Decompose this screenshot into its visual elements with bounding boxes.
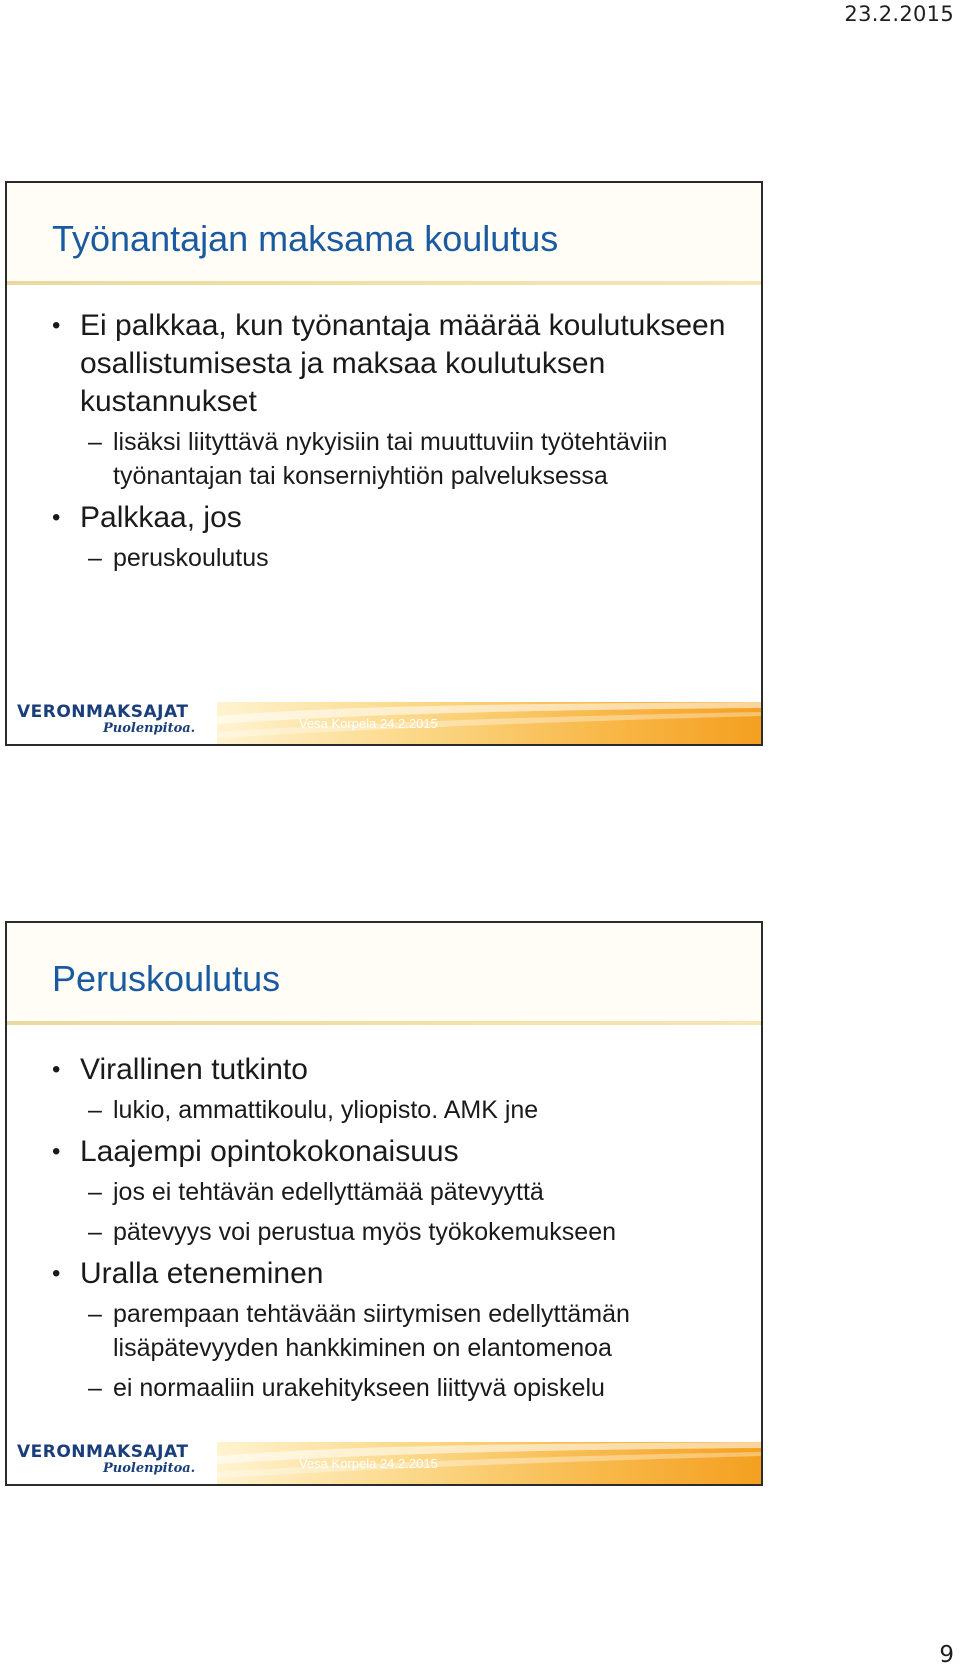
logo-tagline: Puolenpitoa. — [103, 1461, 196, 1476]
logo-tagline: Puolenpitoa. — [103, 721, 196, 736]
page-number: 9 — [939, 1642, 954, 1668]
slide-header — [7, 923, 761, 1022]
sub-bullet-text: ei normaaliin urakehitykseen liittyvä opiskelu — [113, 1374, 605, 1402]
bullet-list — [52, 1051, 731, 1411]
bullet-item — [52, 1255, 731, 1293]
sub-bullet-item — [52, 1215, 731, 1249]
bullet-text: Virallinen tutkinto — [80, 1053, 308, 1086]
sub-bullet-item — [52, 1371, 731, 1405]
bullet-icon: • — [52, 312, 61, 339]
slide-footer — [7, 1440, 761, 1484]
bullet-icon: • — [52, 504, 61, 531]
logo-wordmark: VERONMAKSAJAT — [17, 1442, 189, 1462]
sub-bullet-text: lukio, ammattikoulu, yliopisto. AMK jne — [113, 1096, 539, 1124]
bullet-list — [52, 307, 731, 581]
sub-bullet-text: lisäksi liityttävä nykyisiin tai muuttuviin työtehtäviin työnantajan tai konserniyhtiön palveluksessa — [113, 428, 668, 490]
dash-icon: – — [88, 1178, 102, 1206]
dash-icon: – — [88, 428, 102, 456]
sub-bullet-item — [52, 1093, 731, 1127]
bullet-text: Laajempi opintokokonaisuus — [80, 1135, 459, 1168]
slide-title: Peruskoulutus — [52, 958, 281, 999]
dash-icon: – — [88, 544, 102, 572]
page-date: 23.2.2015 — [844, 2, 954, 26]
sub-bullet-text: pätevyys voi perustua myös työkokemukseen — [113, 1218, 617, 1246]
title-divider — [7, 281, 761, 285]
sub-bullet-text: jos ei tehtävän edellyttämää pätevyyttä — [113, 1178, 544, 1206]
sub-bullet-item — [52, 1175, 731, 1209]
bullet-icon: • — [52, 1138, 61, 1165]
footer-author-date: Vesa Korpela 24.2.2015 — [299, 716, 438, 731]
sub-bullet-item — [52, 541, 731, 575]
bullet-text: Ei palkkaa, kun työnantaja määrää koulutukseen osallistumisesta ja maksaa koulutuksen kustannukset — [80, 309, 726, 418]
slide-title: Työnantajan maksama koulutus — [52, 218, 559, 259]
dash-icon: – — [88, 1096, 102, 1124]
bullet-item — [52, 499, 731, 537]
dash-icon: – — [88, 1300, 102, 1328]
slide-1 — [5, 181, 763, 746]
bullet-icon: • — [52, 1056, 61, 1083]
veronmaksajat-logo — [17, 702, 207, 738]
bullet-text: Palkkaa, jos — [80, 501, 242, 534]
bullet-icon: • — [52, 1260, 61, 1287]
title-divider — [7, 1021, 761, 1025]
sub-bullet-text: parempaan tehtävään siirtymisen edellyttämän lisäpätevyyden hankkiminen on elantomenoa — [113, 1300, 630, 1362]
logo-wordmark: VERONMAKSAJAT — [17, 702, 189, 722]
bullet-item — [52, 1133, 731, 1171]
sub-bullet-item — [52, 425, 731, 493]
veronmaksajat-logo — [17, 1442, 207, 1478]
bullet-item — [52, 307, 731, 421]
footer-author-date: Vesa Korpela 24.2.2015 — [299, 1456, 438, 1471]
sub-bullet-item — [52, 1297, 731, 1365]
slide-footer — [7, 700, 761, 744]
bullet-item — [52, 1051, 731, 1089]
bullet-text: Uralla eteneminen — [80, 1257, 324, 1290]
sub-bullet-text: peruskoulutus — [113, 544, 269, 572]
slide-2 — [5, 921, 763, 1486]
slide-header — [7, 183, 761, 282]
dash-icon: – — [88, 1374, 102, 1402]
dash-icon: – — [88, 1218, 102, 1246]
